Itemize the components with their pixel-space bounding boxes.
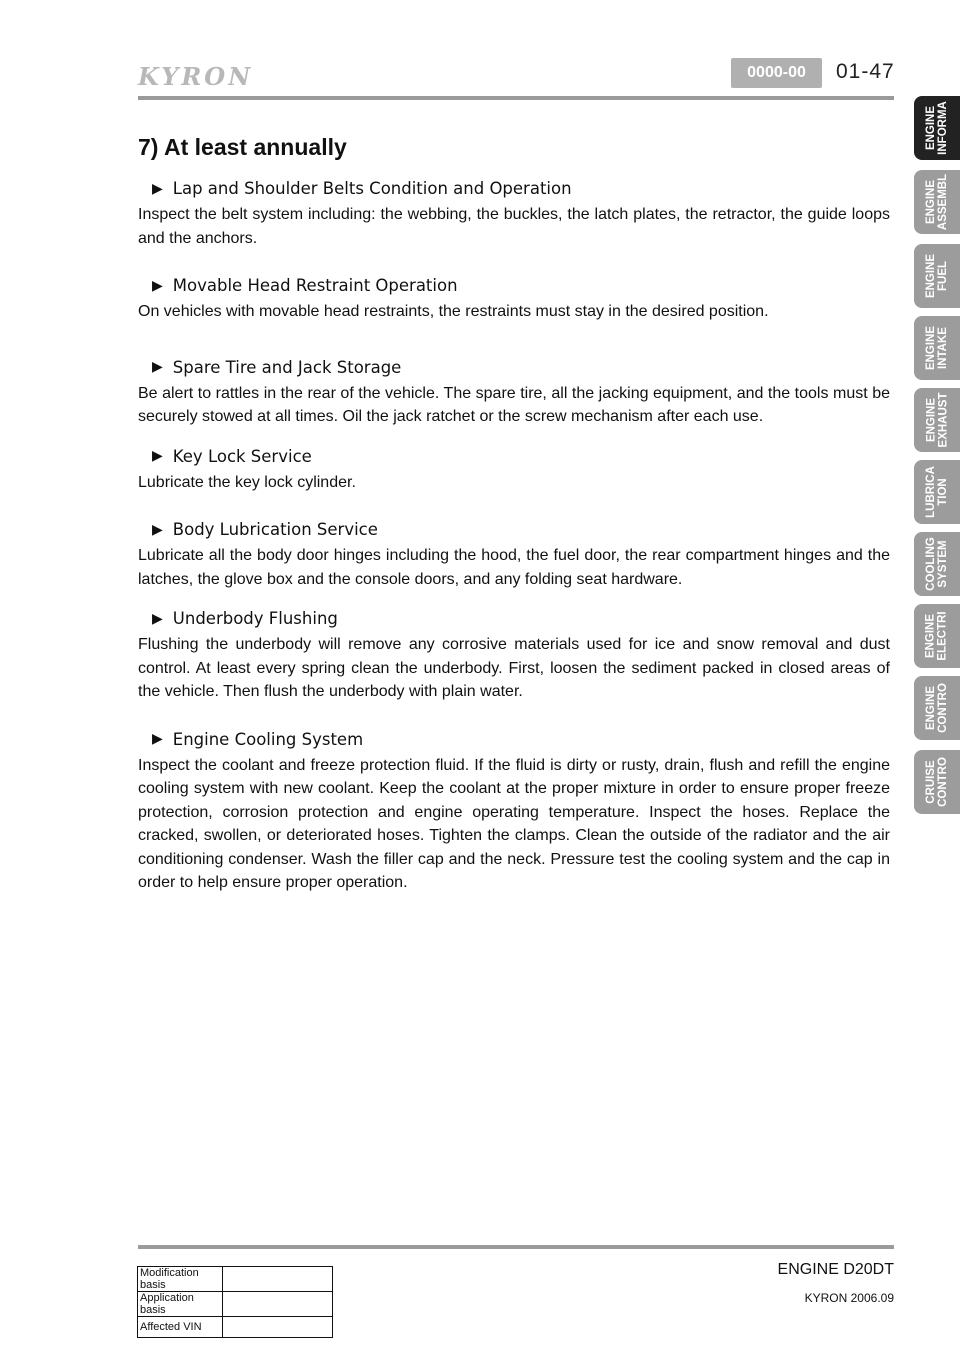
item-heading <box>152 358 890 377</box>
item-heading-text: Spare Tire and Jack Storage <box>172 357 402 377</box>
page-number: 01-47 <box>836 60 895 83</box>
footer-divider <box>138 1245 894 1249</box>
item <box>138 276 890 324</box>
item <box>138 447 890 495</box>
triangle-bullet-icon: ▶ <box>152 277 163 294</box>
modification-table <box>137 1266 333 1338</box>
item-heading-text: Engine Cooling System <box>172 729 364 749</box>
triangle-bullet-icon: ▶ <box>152 610 163 627</box>
item <box>138 520 890 591</box>
item-heading <box>152 447 890 466</box>
table-value <box>223 1317 333 1338</box>
table-row <box>138 1317 333 1338</box>
tab-engine-exhaust[interactable] <box>914 388 960 452</box>
section-code-badge: 0000-00 <box>731 58 822 88</box>
item-heading <box>152 276 890 295</box>
table-label: Modification basis <box>138 1267 223 1292</box>
footer-model: ENGINE D20DT <box>777 1261 894 1278</box>
tab-cruise-control[interactable] <box>914 750 960 814</box>
tab-label: ENGINE ASSEMBL <box>925 173 950 231</box>
item-heading-text: Body Lubrication Service <box>172 520 378 539</box>
tab-label: CRUISE CONTRO <box>925 757 949 807</box>
item-body: Lubricate all the body door hinges including the hood, the fuel door, the rear compartment hinges and the latches, the glove box and the console doors, and any folding seat hardware. <box>138 547 890 588</box>
item-heading-text: Key Lock Service <box>172 446 312 466</box>
item-heading-text: Underbody Flushing <box>172 609 338 628</box>
tab-engine-control[interactable] <box>914 676 960 740</box>
triangle-bullet-icon: ▶ <box>152 448 163 464</box>
table-label: Affected VIN <box>138 1317 223 1338</box>
tab-label: ENGINE EXHAUST <box>925 392 950 448</box>
item <box>138 179 890 250</box>
item-body: Flushing the underbody will remove any corrosive materials used for ice and snow removal and dust control. At least every spring clean the underbody. First, loosen the sediment packed in closed areas of the vehicle. Then flush the underbody with plain water. <box>138 636 890 700</box>
item <box>138 730 890 895</box>
item-body: On vehicles with movable head restraints, the restraints must stay in the desired position. <box>138 303 769 320</box>
tab-engine-information[interactable] <box>914 96 960 160</box>
footer-date: KYRON 2006.09 <box>804 1291 894 1305</box>
tab-engine-fuel[interactable] <box>914 244 960 308</box>
item-heading <box>152 179 890 198</box>
kyron-logo: KYRON <box>138 62 254 91</box>
triangle-bullet-icon: ▶ <box>152 731 163 747</box>
item-heading <box>152 520 890 539</box>
table-value <box>223 1267 333 1292</box>
item <box>138 358 890 429</box>
item-heading-text: Movable Head Restraint Operation <box>172 276 458 295</box>
tab-label: ENGINE INTAKE <box>925 325 949 371</box>
tab-label: LUBRICA TION <box>925 466 949 518</box>
header-divider <box>138 96 894 100</box>
main-content <box>138 134 890 895</box>
triangle-bullet-icon: ▶ <box>152 521 163 538</box>
item-heading <box>152 730 890 749</box>
item-body: Lubricate the key lock cylinder. <box>138 473 356 491</box>
tab-label: ENGINE CONTRO <box>925 683 949 733</box>
section-title: 7) At least annually <box>138 134 347 160</box>
tab-label: COOLING SYSTEM <box>925 537 950 591</box>
table-label: Application basis <box>138 1292 223 1317</box>
triangle-bullet-icon: ▶ <box>152 180 163 197</box>
tab-engine-electrical[interactable] <box>914 604 960 668</box>
item-heading <box>152 609 890 628</box>
table-row <box>138 1292 333 1317</box>
item-body: Inspect the coolant and freeze protection fluid. If the fluid is dirty or rusty, drain, flush and refill the engine cooling system with new coolant. Keep the coolant at the proper mixture in order to ensure proper freeze protection, corrosion protection and engine operating temperature. Inspect the hoses. Replace the cracked, swollen, or deteriorated hoses. Tighten the clamps. Clean the outside of the radiator and the air conditioning condenser. Wash the filler cap and the neck. Pressure test the cooling system and the cap in order to help ensure proper operation. <box>138 756 890 891</box>
tab-engine-intake[interactable] <box>914 316 960 380</box>
tab-label: ENGINE ELECTRI <box>925 611 950 661</box>
table-value <box>223 1292 333 1317</box>
table-row <box>138 1267 333 1292</box>
triangle-bullet-icon: ▶ <box>152 359 163 375</box>
item <box>138 609 890 704</box>
item-body: Be alert to rattles in the rear of the vehicle. The spare tire, all the jacking equipment, and the tools must be securely stowed at all times. Oil the jack ratchet or the screw mechanism after each use. <box>138 384 890 425</box>
tab-engine-assembly[interactable] <box>914 170 960 234</box>
tab-cooling-system[interactable] <box>914 532 960 596</box>
tab-lubrication[interactable] <box>914 460 960 524</box>
tab-label: ENGINE INFORMA <box>925 101 950 155</box>
item-heading-text: Lap and Shoulder Belts Condition and Operation <box>172 179 572 198</box>
tab-label: ENGINE FUEL <box>925 253 949 299</box>
item-body: Inspect the belt system including: the webbing, the buckles, the latch plates, the retractor, the guide loops and the anchors. <box>138 206 890 247</box>
